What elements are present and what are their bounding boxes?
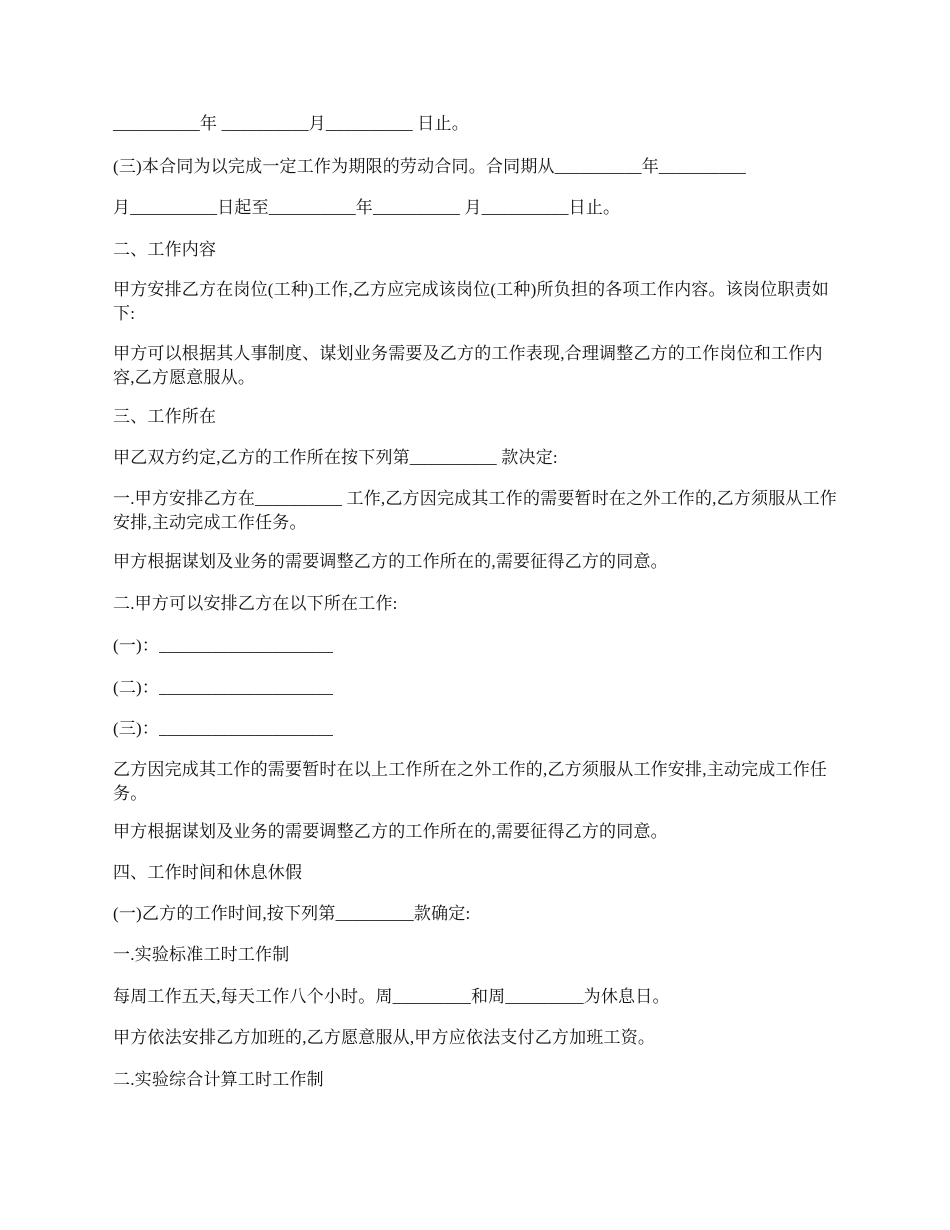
paragraph-location-change-consent: 甲方根据谋划及业务的需要调整乙方的工作所在的,需要征得乙方的同意。 bbox=[113, 552, 668, 571]
paragraph-location-option-2: 二.甲方可以安排乙方在以下所在工作: bbox=[113, 594, 398, 613]
paragraph-comprehensive-hours: 二.实验综合计算工时工作制 bbox=[113, 1070, 324, 1089]
paragraph-overtime: 甲方依法安排乙方加班的,乙方愿意服从,甲方应依法支付乙方加班工资。 bbox=[113, 1028, 656, 1047]
paragraph-location-agreement: 甲乙双方约定,乙方的工作所在按下列第__________ 款决定: bbox=[113, 448, 558, 467]
paragraph-end-date: __________年 __________月__________ 日止。 bbox=[113, 114, 469, 133]
list-item-location-2: (二)：____________________ bbox=[113, 678, 334, 697]
paragraph-standard-hours: 一.实验标准工时工作制 bbox=[113, 945, 290, 964]
list-item-location-3: (三)：____________________ bbox=[113, 719, 334, 738]
paragraph-work-hours-clause: (一)乙方的工作时间,按下列第_________款确定: bbox=[113, 904, 471, 923]
paragraph-contract-term-3-dates: 月__________日起至__________年__________ 月__________日止。 bbox=[113, 198, 621, 217]
paragraph-weekly-schedule: 每周工作五天,每天工作八个小时。周_________和周_________为休息日。 bbox=[113, 987, 670, 1006]
paragraph-contract-term-3: (三)本合同为以完成一定工作为期限的劳动合同。合同期从__________年__________ bbox=[113, 157, 746, 176]
paragraph-location-change-consent-2: 甲方根据谋划及业务的需要调整乙方的工作所在的,需要征得乙方的同意。 bbox=[113, 822, 668, 841]
section-heading-work-content: 二、工作内容 bbox=[113, 240, 217, 259]
paragraph-job-duties: 甲方安排乙方在岗位(工种)工作,乙方应完成该岗位(工种)所负担的各项工作内容。该岗位职责如下: bbox=[113, 280, 829, 323]
section-heading-work-location: 三、工作所在 bbox=[113, 407, 217, 426]
section-heading-work-hours: 四、工作时间和休息休假 bbox=[113, 863, 303, 882]
paragraph-job-adjustment: 甲方可以根据其人事制度、谋划业务需要及乙方的工作表现,合理调整乙方的工作岗位和工作内容,乙方愿意服从。 bbox=[113, 344, 823, 387]
paragraph-temporary-outside-work: 乙方因完成其工作的需要暂时在以上工作所在之外工作的,乙方须服从工作安排,主动完成工作任务。 bbox=[113, 760, 828, 803]
list-item-location-1: (一)：____________________ bbox=[113, 636, 334, 655]
paragraph-location-option-1: 一.甲方安排乙方在__________ 工作,乙方因完成其工作的需要暂时在之外工作的,乙方须服从工作安排,主动完成工作任务。 bbox=[113, 489, 837, 532]
